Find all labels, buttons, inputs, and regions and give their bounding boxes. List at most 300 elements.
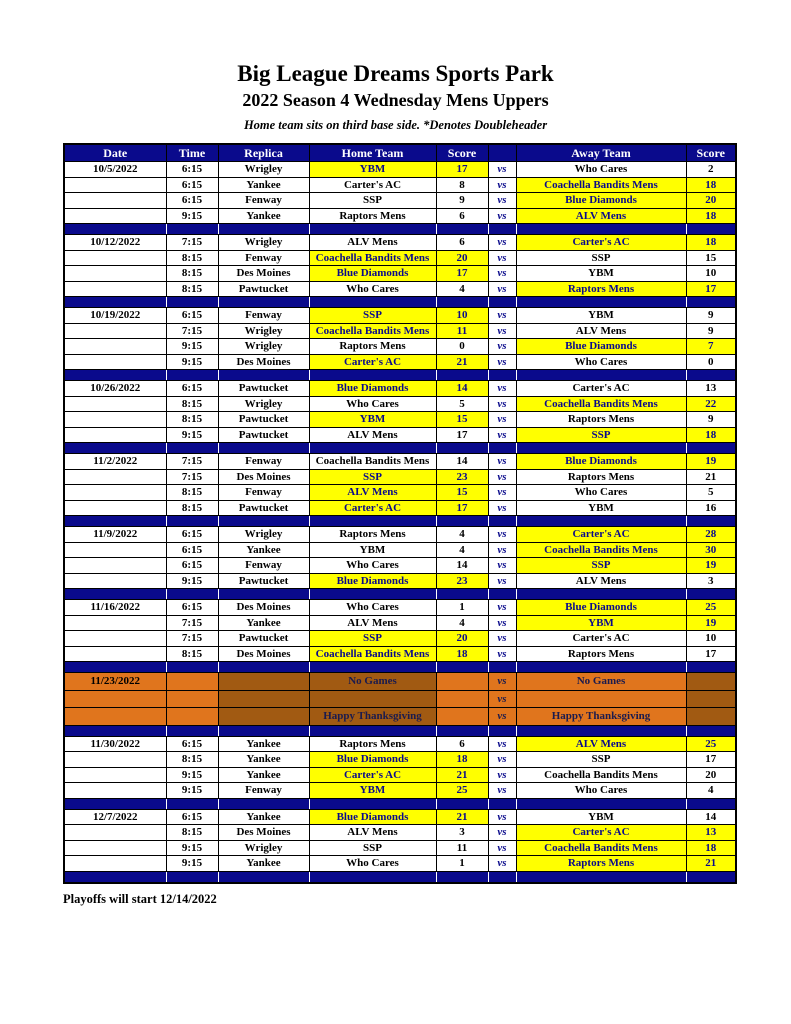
home-score-cell: 15 — [436, 485, 488, 501]
date-cell — [64, 690, 166, 708]
replica-cell: Wrigley — [218, 396, 309, 412]
replica-cell: Yankee — [218, 208, 309, 224]
away-score-cell: 18 — [686, 208, 736, 224]
separator-cell — [218, 443, 309, 454]
time-cell: 9:15 — [166, 208, 218, 224]
time-cell — [166, 690, 218, 708]
separator-cell — [516, 516, 686, 527]
date-cell — [64, 573, 166, 589]
home-score-cell: 25 — [436, 783, 488, 799]
replica-cell: Wrigley — [218, 339, 309, 355]
away-score-cell: 5 — [686, 485, 736, 501]
home-team-cell: Who Cares — [309, 558, 436, 574]
away-score-cell: 30 — [686, 542, 736, 558]
schedule-table — [63, 143, 737, 884]
time-cell: 9:15 — [166, 339, 218, 355]
replica-cell: Yankee — [218, 542, 309, 558]
game-row — [64, 412, 736, 428]
time-cell: 9:15 — [166, 427, 218, 443]
home-team-cell: Blue Diamonds — [309, 266, 436, 282]
home-score-cell: 23 — [436, 469, 488, 485]
separator-cell — [516, 370, 686, 381]
vs-cell: vs — [488, 381, 516, 397]
away-team-cell: Coachella Bandits Mens — [516, 767, 686, 783]
separator-row — [64, 224, 736, 235]
time-cell: 9:15 — [166, 840, 218, 856]
separator-cell — [218, 798, 309, 809]
game-row — [64, 266, 736, 282]
holiday-row — [64, 690, 736, 708]
date-cell — [64, 412, 166, 428]
separator-cell — [218, 516, 309, 527]
separator-cell — [218, 370, 309, 381]
home-score-cell: 6 — [436, 208, 488, 224]
home-team-cell: Who Cares — [309, 856, 436, 872]
vs-cell: vs — [488, 323, 516, 339]
game-row — [64, 542, 736, 558]
separator-cell — [218, 224, 309, 235]
vs-cell: vs — [488, 809, 516, 825]
playoffs-note: Playoffs will start 12/14/2022 — [63, 891, 217, 906]
vs-cell: vs — [488, 615, 516, 631]
away-team-cell: ALV Mens — [516, 323, 686, 339]
replica-cell: Des Moines — [218, 354, 309, 370]
away-score-cell: 7 — [686, 339, 736, 355]
away-team-cell: Carter's AC — [516, 381, 686, 397]
date-cell — [64, 396, 166, 412]
separator-cell — [488, 662, 516, 673]
home-team-cell: Coachella Bandits Mens — [309, 646, 436, 662]
replica-cell: Pawtucket — [218, 412, 309, 428]
date-cell — [64, 427, 166, 443]
replica-cell: Wrigley — [218, 840, 309, 856]
home-score-cell: 4 — [436, 281, 488, 297]
away-team-cell: SSP — [516, 752, 686, 768]
time-cell: 9:15 — [166, 573, 218, 589]
vs-cell: vs — [488, 708, 516, 726]
home-score-cell: 21 — [436, 809, 488, 825]
separator-cell — [488, 798, 516, 809]
separator-cell — [436, 224, 488, 235]
replica-cell: Yankee — [218, 767, 309, 783]
home-team-cell: SSP — [309, 469, 436, 485]
date-cell — [64, 631, 166, 647]
away-team-cell: Who Cares — [516, 485, 686, 501]
game-row — [64, 281, 736, 297]
vs-cell: vs — [488, 752, 516, 768]
away-score-cell — [686, 690, 736, 708]
date-cell: 10/12/2022 — [64, 235, 166, 251]
time-cell: 9:15 — [166, 354, 218, 370]
separator-cell — [436, 725, 488, 736]
vs-cell: vs — [488, 856, 516, 872]
separator-cell — [488, 871, 516, 883]
separator-cell — [309, 443, 436, 454]
replica-cell: Fenway — [218, 485, 309, 501]
vs-cell: vs — [488, 235, 516, 251]
home-score-cell: 17 — [436, 427, 488, 443]
home-team-cell: Carter's AC — [309, 354, 436, 370]
vs-cell: vs — [488, 736, 516, 752]
separator-cell — [166, 443, 218, 454]
home-score-cell: 15 — [436, 412, 488, 428]
replica-cell — [218, 690, 309, 708]
away-score-cell: 17 — [686, 281, 736, 297]
replica-cell: Fenway — [218, 193, 309, 209]
away-team-cell: Blue Diamonds — [516, 600, 686, 616]
table-header-row — [64, 144, 736, 162]
game-row — [64, 752, 736, 768]
time-cell: 6:15 — [166, 162, 218, 178]
home-team-cell: Carter's AC — [309, 177, 436, 193]
separator-cell — [309, 589, 436, 600]
vs-cell: vs — [488, 542, 516, 558]
separator-cell — [686, 516, 736, 527]
home-score-cell: 5 — [436, 396, 488, 412]
home-team-cell: Happy Thanksgiving — [309, 708, 436, 726]
separator-cell — [488, 297, 516, 308]
date-cell: 11/23/2022 — [64, 673, 166, 691]
separator-cell — [309, 370, 436, 381]
separator-row — [64, 798, 736, 809]
season-subtitle: 2022 Season 4 Wednesday Mens Uppers — [242, 89, 549, 110]
vs-cell: vs — [488, 177, 516, 193]
replica-cell: Pawtucket — [218, 631, 309, 647]
separator-cell — [436, 370, 488, 381]
away-team-cell — [516, 690, 686, 708]
home-score-cell — [436, 673, 488, 691]
home-team-note: Home team sits on third base side. *Denotes Doubleheader — [243, 118, 548, 133]
away-score-cell: 13 — [686, 381, 736, 397]
separator-cell — [64, 297, 166, 308]
separator-cell — [218, 662, 309, 673]
away-score-cell: 19 — [686, 615, 736, 631]
separator-cell — [64, 516, 166, 527]
separator-row — [64, 725, 736, 736]
time-cell: 7:15 — [166, 235, 218, 251]
home-team-cell: YBM — [309, 162, 436, 178]
separator-cell — [686, 370, 736, 381]
time-cell: 8:15 — [166, 250, 218, 266]
home-team-cell: Coachella Bandits Mens — [309, 323, 436, 339]
replica-cell: Wrigley — [218, 235, 309, 251]
replica-cell: Fenway — [218, 558, 309, 574]
date-cell — [64, 177, 166, 193]
separator-cell — [64, 224, 166, 235]
game-row — [64, 600, 736, 616]
game-row — [64, 840, 736, 856]
vs-cell: vs — [488, 485, 516, 501]
vs-cell: vs — [488, 266, 516, 282]
date-cell — [64, 193, 166, 209]
separator-cell — [488, 725, 516, 736]
replica-cell: Yankee — [218, 809, 309, 825]
vs-cell: vs — [488, 308, 516, 324]
separator-cell — [686, 589, 736, 600]
time-cell: 7:15 — [166, 454, 218, 470]
away-score-cell: 18 — [686, 235, 736, 251]
away-team-cell: Blue Diamonds — [516, 193, 686, 209]
game-row — [64, 193, 736, 209]
separator-cell — [686, 224, 736, 235]
separator-cell — [64, 443, 166, 454]
away-score-cell: 20 — [686, 767, 736, 783]
home-team-cell: Coachella Bandits Mens — [309, 454, 436, 470]
vs-cell: vs — [488, 783, 516, 799]
time-cell: 7:15 — [166, 323, 218, 339]
separator-cell — [166, 224, 218, 235]
date-cell — [64, 558, 166, 574]
vs-cell: vs — [488, 825, 516, 841]
separator-cell — [436, 516, 488, 527]
col-header-replica: Replica — [218, 144, 309, 162]
replica-cell: Yankee — [218, 177, 309, 193]
date-cell — [64, 281, 166, 297]
date-cell — [64, 825, 166, 841]
away-score-cell: 2 — [686, 162, 736, 178]
home-team-cell: YBM — [309, 412, 436, 428]
date-cell: 10/5/2022 — [64, 162, 166, 178]
time-cell: 9:15 — [166, 856, 218, 872]
date-cell — [64, 469, 166, 485]
separator-cell — [516, 725, 686, 736]
date-cell — [64, 500, 166, 516]
away-score-cell: 10 — [686, 631, 736, 647]
replica-cell: Yankee — [218, 736, 309, 752]
game-row — [64, 631, 736, 647]
home-score-cell: 18 — [436, 646, 488, 662]
time-cell: 8:15 — [166, 281, 218, 297]
away-score-cell: 18 — [686, 840, 736, 856]
home-team-cell: Carter's AC — [309, 500, 436, 516]
separator-cell — [516, 297, 686, 308]
replica-cell: Yankee — [218, 856, 309, 872]
separator-cell — [309, 725, 436, 736]
replica-cell: Wrigley — [218, 323, 309, 339]
date-cell — [64, 266, 166, 282]
game-row — [64, 767, 736, 783]
home-score-cell: 17 — [436, 162, 488, 178]
away-team-cell: SSP — [516, 427, 686, 443]
vs-cell: vs — [488, 193, 516, 209]
game-row — [64, 825, 736, 841]
replica-cell: Pawtucket — [218, 427, 309, 443]
replica-cell: Wrigley — [218, 527, 309, 543]
away-team-cell: Coachella Bandits Mens — [516, 840, 686, 856]
away-team-cell: ALV Mens — [516, 573, 686, 589]
date-cell — [64, 542, 166, 558]
separator-row — [64, 443, 736, 454]
home-team-cell: ALV Mens — [309, 825, 436, 841]
home-team-cell: Blue Diamonds — [309, 752, 436, 768]
separator-cell — [64, 589, 166, 600]
time-cell: 6:15 — [166, 177, 218, 193]
game-row — [64, 736, 736, 752]
away-score-cell: 22 — [686, 396, 736, 412]
home-score-cell: 8 — [436, 177, 488, 193]
time-cell: 6:15 — [166, 558, 218, 574]
game-row — [64, 354, 736, 370]
replica-cell — [218, 708, 309, 726]
home-team-cell: Who Cares — [309, 600, 436, 616]
separator-cell — [166, 370, 218, 381]
away-team-cell: YBM — [516, 308, 686, 324]
col-header-away-team: Away Team — [516, 144, 686, 162]
home-score-cell: 1 — [436, 600, 488, 616]
away-score-cell: 18 — [686, 177, 736, 193]
holiday-row — [64, 708, 736, 726]
home-team-cell: SSP — [309, 840, 436, 856]
separator-cell — [686, 297, 736, 308]
game-row — [64, 646, 736, 662]
separator-cell — [488, 589, 516, 600]
separator-row — [64, 297, 736, 308]
game-row — [64, 485, 736, 501]
game-row — [64, 558, 736, 574]
away-score-cell: 16 — [686, 500, 736, 516]
game-row — [64, 162, 736, 178]
home-team-cell: Blue Diamonds — [309, 573, 436, 589]
home-team-cell: No Games — [309, 673, 436, 691]
vs-cell: vs — [488, 454, 516, 470]
col-header-home-team: Home Team — [309, 144, 436, 162]
separator-cell — [64, 662, 166, 673]
time-cell: 7:15 — [166, 615, 218, 631]
away-team-cell: ALV Mens — [516, 208, 686, 224]
separator-cell — [166, 798, 218, 809]
home-team-cell: YBM — [309, 542, 436, 558]
away-team-cell: No Games — [516, 673, 686, 691]
vs-cell: vs — [488, 631, 516, 647]
separator-cell — [488, 224, 516, 235]
vs-cell: vs — [488, 558, 516, 574]
home-score-cell: 21 — [436, 354, 488, 370]
date-cell — [64, 339, 166, 355]
game-row — [64, 527, 736, 543]
page-header — [0, 0, 791, 133]
home-score-cell: 23 — [436, 573, 488, 589]
home-team-cell: Who Cares — [309, 396, 436, 412]
away-team-cell: Carter's AC — [516, 631, 686, 647]
separator-cell — [166, 589, 218, 600]
away-team-cell: Coachella Bandits Mens — [516, 177, 686, 193]
date-cell — [64, 208, 166, 224]
game-row — [64, 308, 736, 324]
vs-cell: vs — [488, 162, 516, 178]
time-cell: 6:15 — [166, 809, 218, 825]
time-cell: 6:15 — [166, 736, 218, 752]
home-team-cell: Coachella Bandits Mens — [309, 250, 436, 266]
col-header-date: Date — [64, 144, 166, 162]
time-cell: 8:15 — [166, 396, 218, 412]
date-cell — [64, 708, 166, 726]
away-score-cell: 21 — [686, 856, 736, 872]
time-cell: 8:15 — [166, 412, 218, 428]
date-cell — [64, 767, 166, 783]
home-team-cell: Blue Diamonds — [309, 381, 436, 397]
time-cell: 6:15 — [166, 527, 218, 543]
away-team-cell: Who Cares — [516, 354, 686, 370]
date-cell — [64, 840, 166, 856]
replica-cell: Fenway — [218, 454, 309, 470]
separator-cell — [309, 798, 436, 809]
away-score-cell: 15 — [686, 250, 736, 266]
date-cell: 11/9/2022 — [64, 527, 166, 543]
home-score-cell: 3 — [436, 825, 488, 841]
separator-cell — [686, 871, 736, 883]
time-cell: 6:15 — [166, 542, 218, 558]
game-row — [64, 235, 736, 251]
home-score-cell: 20 — [436, 250, 488, 266]
home-team-cell: YBM — [309, 783, 436, 799]
separator-row — [64, 871, 736, 883]
home-score-cell: 4 — [436, 527, 488, 543]
time-cell — [166, 708, 218, 726]
time-cell: 6:15 — [166, 381, 218, 397]
vs-cell: vs — [488, 412, 516, 428]
away-team-cell: Who Cares — [516, 162, 686, 178]
separator-cell — [218, 297, 309, 308]
replica-cell: Pawtucket — [218, 281, 309, 297]
separator-cell — [309, 297, 436, 308]
away-score-cell: 20 — [686, 193, 736, 209]
away-score-cell: 3 — [686, 573, 736, 589]
date-cell — [64, 323, 166, 339]
game-row — [64, 250, 736, 266]
away-team-cell: ALV Mens — [516, 736, 686, 752]
vs-cell: vs — [488, 767, 516, 783]
time-cell: 8:15 — [166, 752, 218, 768]
away-team-cell: Blue Diamonds — [516, 454, 686, 470]
away-team-cell: SSP — [516, 250, 686, 266]
home-team-cell: SSP — [309, 631, 436, 647]
vs-cell: vs — [488, 840, 516, 856]
away-team-cell: YBM — [516, 266, 686, 282]
separator-cell — [686, 798, 736, 809]
replica-cell: Fenway — [218, 783, 309, 799]
date-cell: 11/2/2022 — [64, 454, 166, 470]
away-team-cell: YBM — [516, 500, 686, 516]
separator-cell — [516, 443, 686, 454]
separator-cell — [436, 871, 488, 883]
game-row — [64, 856, 736, 872]
separator-cell — [64, 871, 166, 883]
away-team-cell: YBM — [516, 615, 686, 631]
replica-cell: Pawtucket — [218, 381, 309, 397]
separator-cell — [309, 516, 436, 527]
home-team-cell: Raptors Mens — [309, 208, 436, 224]
game-row — [64, 469, 736, 485]
home-score-cell: 6 — [436, 235, 488, 251]
vs-cell: vs — [488, 354, 516, 370]
separator-cell — [166, 871, 218, 883]
separator-cell — [436, 297, 488, 308]
home-team-cell — [309, 690, 436, 708]
home-team-cell: Raptors Mens — [309, 527, 436, 543]
schedule-body — [64, 162, 736, 883]
home-team-cell: Carter's AC — [309, 767, 436, 783]
game-row — [64, 783, 736, 799]
date-cell — [64, 615, 166, 631]
separator-cell — [516, 224, 686, 235]
home-score-cell: 1 — [436, 856, 488, 872]
separator-cell — [686, 725, 736, 736]
date-cell: 11/16/2022 — [64, 600, 166, 616]
home-score-cell: 10 — [436, 308, 488, 324]
vs-cell: vs — [488, 527, 516, 543]
separator-cell — [516, 871, 686, 883]
away-team-cell: SSP — [516, 558, 686, 574]
